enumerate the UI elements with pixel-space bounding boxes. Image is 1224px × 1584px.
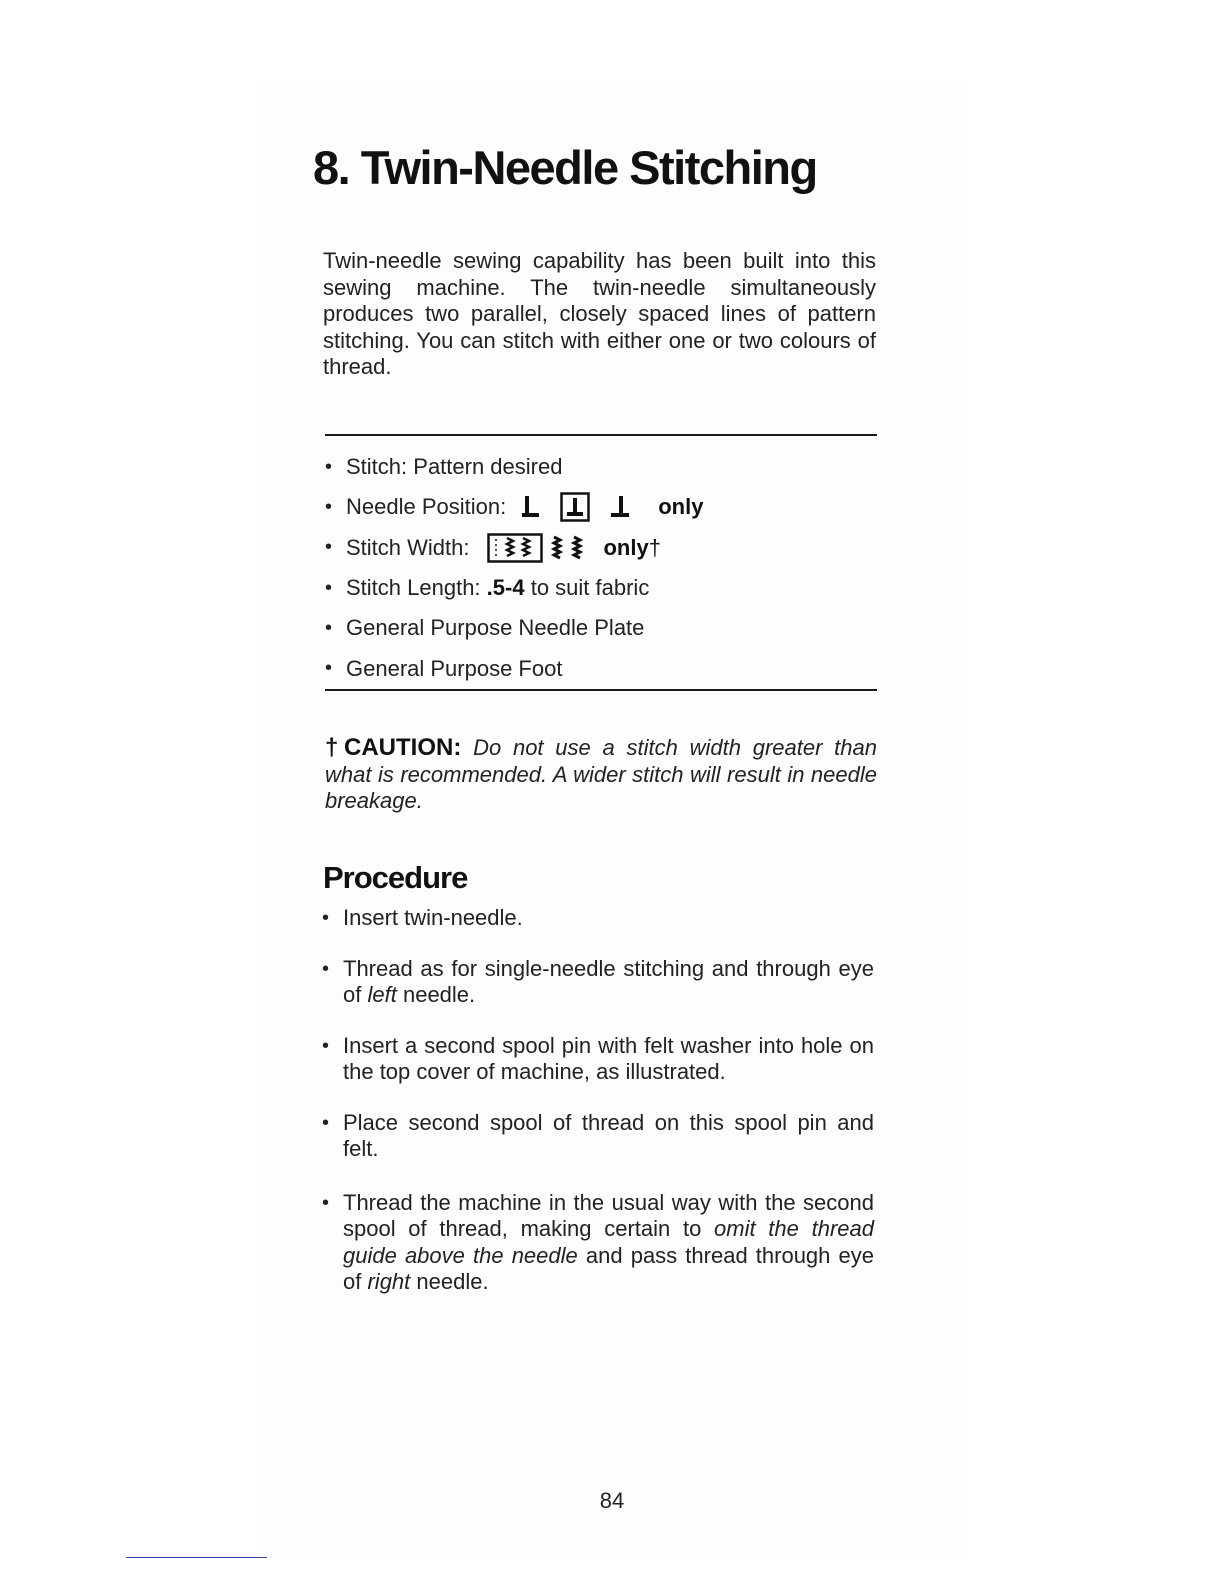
caution-label: †CAUTION: (325, 734, 462, 761)
procedure-step-1 (322, 905, 874, 932)
setting-stitch-label: Stitch: (346, 454, 408, 480)
procedure-step-2-text-end: needle. (402, 982, 476, 1007)
procedure-step-5 (322, 1190, 874, 1296)
needle-position-only: only (658, 494, 704, 520)
setting-foot (325, 648, 877, 688)
procedure-step-3-text: Insert a second spool pin with felt washer into hole on the top cover of machine, as illustrated. (343, 1032, 874, 1084)
setting-needle-position-label: Needle Position: (346, 494, 507, 520)
bullet-icon: • (325, 536, 333, 559)
bullet-icon: • (325, 616, 333, 639)
stitch-width-icon (551, 535, 563, 561)
bullet-icon: • (325, 576, 333, 599)
stitch-width-icon (571, 535, 583, 561)
setting-needle-plate (325, 608, 877, 648)
stitch-width-only-text: only (603, 534, 649, 560)
procedure-step-2-text: Thread as for single-needle stitching and through eye of (343, 955, 874, 1007)
procedure-step-2-emphasis: left (367, 982, 397, 1007)
procedure-step-5-emphasis: omit the thread guide above the needle (343, 1216, 874, 1268)
setting-stitch-length-label: Stitch Length: (346, 575, 481, 601)
procedure-step-5-text-end: needle. (416, 1269, 489, 1294)
stitch-width-only (603, 535, 660, 561)
bullet-icon: • (325, 495, 333, 518)
page-title: 8. Twin-Needle Stitching (313, 141, 817, 194)
setting-stitch-width (325, 528, 877, 568)
procedure-step-2 (322, 956, 874, 1009)
procedure-step-4-text: Place second spool of thread on this spool pin and felt. (343, 1109, 874, 1161)
stitch-width-boxed-icon (487, 533, 543, 563)
setting-stitch (325, 447, 877, 487)
needle-center-icon (608, 494, 632, 520)
caution-text: Do not use a stitch width greater than what is recommended. A wider stitch will result in needle breakage. (325, 735, 877, 813)
needle-center-boxed-icon (560, 492, 590, 522)
procedure-step-1-text: Insert twin-needle. (343, 905, 523, 930)
settings-top-rule (325, 434, 877, 436)
setting-stitch-value: Pattern desired (413, 454, 563, 480)
dagger-mark: † (648, 534, 661, 560)
settings-bottom-rule (325, 689, 877, 691)
procedure-step-3 (322, 1033, 874, 1086)
needle-left-icon (520, 494, 542, 520)
setting-stitch-width-label: Stitch Width: (346, 534, 470, 560)
settings-list (325, 447, 877, 689)
procedure-step-5-text-mid: and pass thread through eye of (343, 1242, 874, 1294)
setting-needle-position (325, 487, 877, 527)
footer-rule (126, 1557, 267, 1558)
procedure-step-5-text: Thread the machine in the usual way with the second spool of thread, making certain to (343, 1189, 874, 1241)
setting-needle-plate-text: General Purpose Needle Plate (346, 615, 645, 641)
setting-foot-text: General Purpose Foot (346, 655, 563, 681)
bullet-icon: • (325, 657, 333, 680)
setting-stitch-length-value: .5-4 (486, 575, 525, 601)
bullet-icon: • (325, 455, 333, 478)
caution-note (325, 735, 877, 815)
setting-stitch-length-suffix: to suit fabric (530, 575, 650, 601)
setting-stitch-length (325, 568, 877, 608)
procedure-step-5-emphasis-right: right (367, 1269, 411, 1294)
procedure-heading: Procedure (323, 860, 468, 895)
procedure-step-4 (322, 1110, 874, 1163)
procedure-steps (322, 905, 874, 1296)
page-number: 84 (599, 1488, 625, 1513)
intro-paragraph: Twin-needle sewing capability has been built into this sewing machine. The twin-needle simultaneously produces two parallel, closely spaced lines of pattern stitching. You can stitch with either one or two colours of thread. (323, 248, 876, 379)
